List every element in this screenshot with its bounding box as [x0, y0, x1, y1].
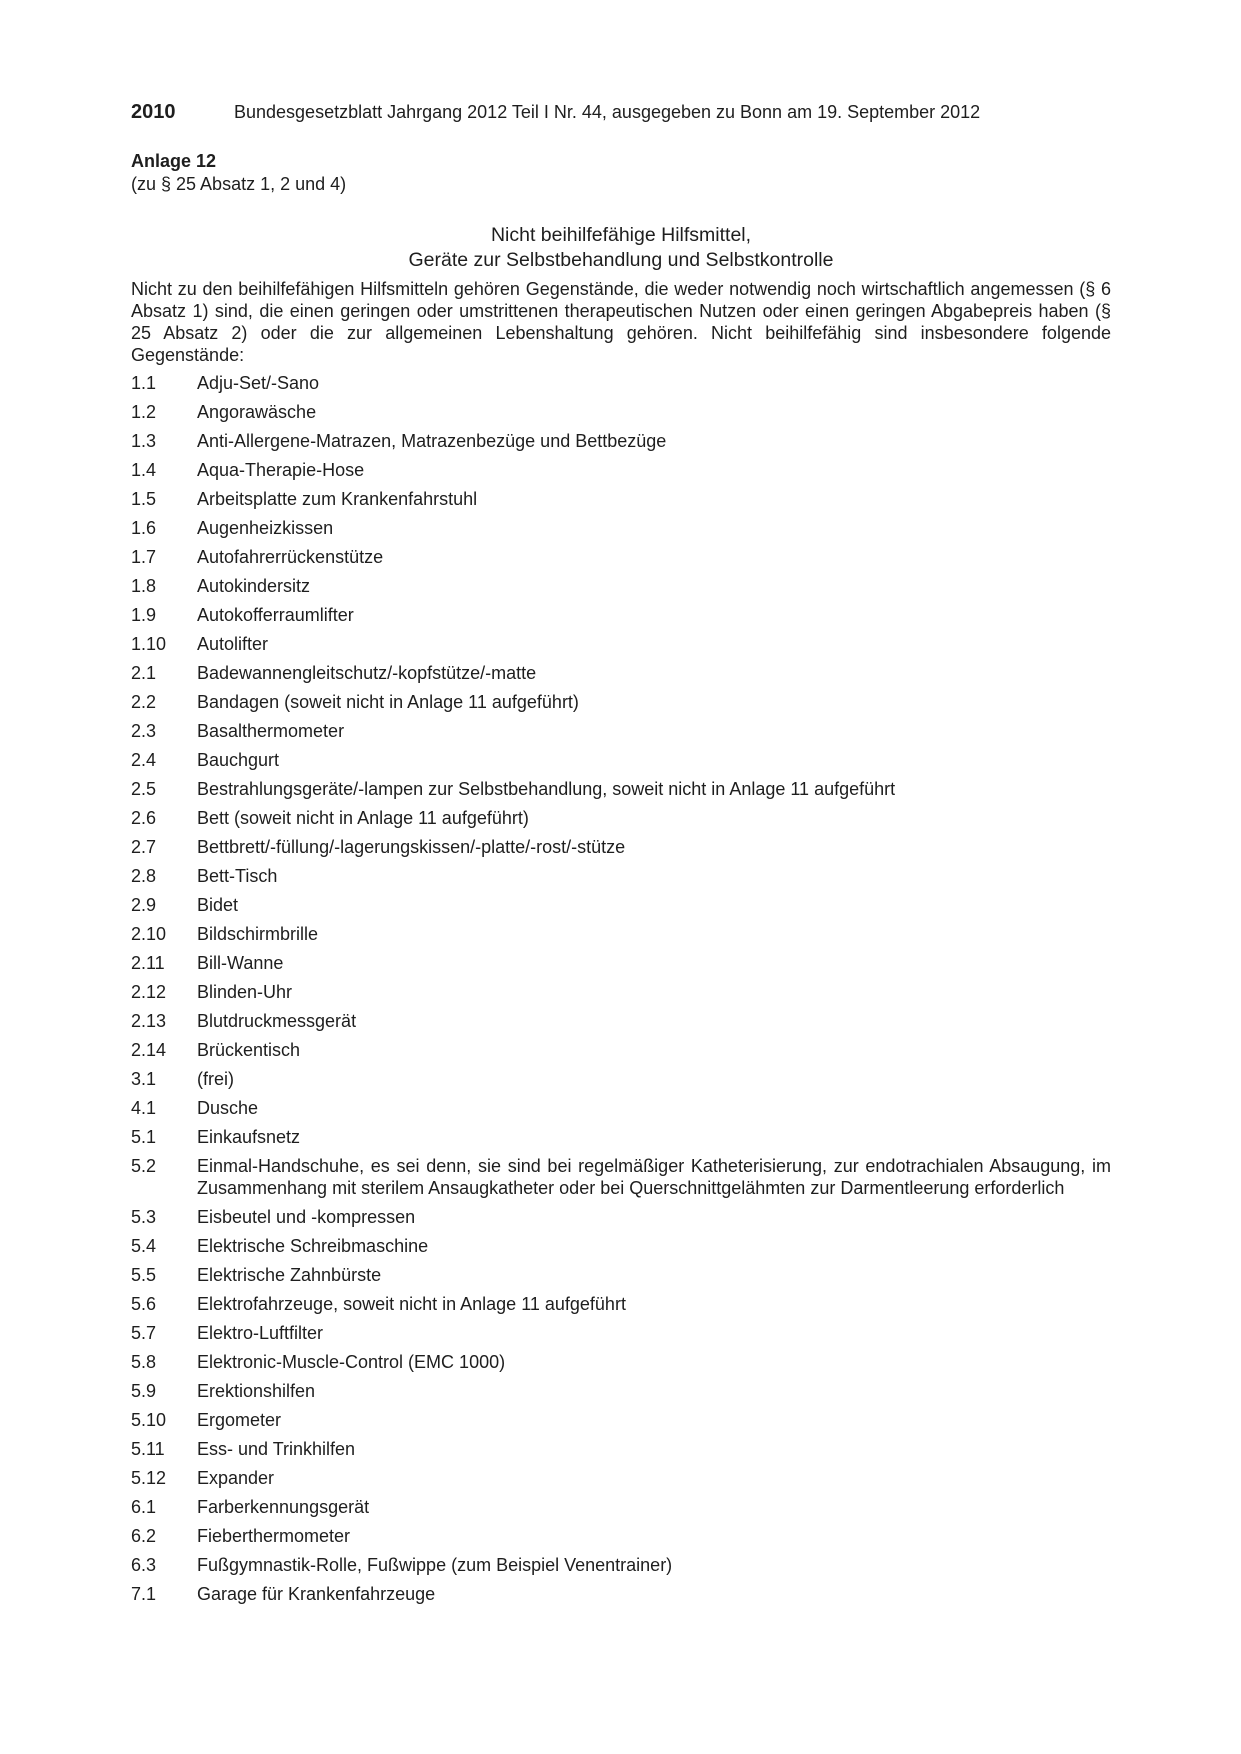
item-text: Farberkennungsgerät [197, 1497, 370, 1517]
item-text: Aqua-Therapie-Hose [197, 460, 365, 480]
item-number: 5.12 [131, 1468, 167, 1488]
list-item [131, 1206, 1111, 1228]
item-number: 6.1 [131, 1497, 157, 1517]
list-item [131, 1438, 1111, 1460]
item-number: 5.4 [131, 1236, 157, 1256]
list-item [131, 749, 1111, 771]
list-item [131, 981, 1111, 1003]
item-text: Bestrahlungsgeräte/-lampen zur Selbstbehandlung, soweit nicht in Anlage 11 aufgeführt [197, 779, 896, 799]
item-text: Elektronic-Muscle-Control (EMC 1000) [197, 1352, 506, 1372]
item-text: Elektrofahrzeuge, soweit nicht in Anlage 11 aufgeführt [197, 1294, 626, 1314]
item-text: Arbeitsplatte zum Krankenfahrstuhl [197, 489, 478, 509]
item-text: Brückentisch [197, 1040, 301, 1060]
item-text: Autolifter [197, 634, 269, 654]
item-number: 1.6 [131, 518, 157, 538]
item-number: 2.9 [131, 895, 157, 915]
list-item [131, 546, 1111, 568]
item-number: 2.7 [131, 837, 157, 857]
item-number: 5.6 [131, 1294, 157, 1314]
item-number: 5.7 [131, 1323, 157, 1343]
list-item [131, 1496, 1111, 1518]
item-text: Elektrische Schreibmaschine [197, 1236, 429, 1256]
list-item [131, 633, 1111, 655]
item-number: 5.5 [131, 1265, 157, 1285]
annex-title: Anlage 12 [131, 151, 217, 171]
item-number: 5.1 [131, 1127, 157, 1147]
list-item [131, 1583, 1111, 1605]
list-item [131, 459, 1111, 481]
item-number: 1.4 [131, 460, 157, 480]
item-text: Augenheizkissen [197, 518, 334, 538]
item-text: Anti-Allergene-Matrazen, Matrazenbezüge und Bettbezüge [197, 431, 667, 451]
heading-line-1: Nicht beihilfefähige Hilfsmittel, [490, 224, 752, 246]
item-text: Eisbeutel und -kompressen [197, 1207, 416, 1227]
list-item [131, 1010, 1111, 1032]
item-number: 2.11 [131, 953, 165, 973]
item-text: Adju-Set/-Sano [197, 373, 320, 393]
item-number: 2.4 [131, 750, 157, 770]
item-text: Autokindersitz [197, 576, 311, 596]
item-text: Erektionshilfen [197, 1381, 316, 1401]
item-number: 5.8 [131, 1352, 157, 1372]
item-text: Ess- und Trinkhilfen [197, 1439, 356, 1459]
item-number: 2.10 [131, 924, 167, 944]
item-number: 7.1 [131, 1584, 157, 1604]
item-number: 1.3 [131, 431, 157, 451]
list-item [131, 604, 1111, 626]
item-number: 2.14 [131, 1040, 167, 1060]
item-number: 1.1 [131, 373, 157, 393]
list-item [131, 952, 1111, 974]
item-text: Autofahrerrückenstütze [197, 547, 384, 567]
item-number: 1.7 [131, 547, 157, 567]
item-text: Elektrische Zahnbürste [197, 1265, 382, 1285]
item-text: Einkaufsnetz [197, 1127, 301, 1147]
item-number: 2.13 [131, 1011, 167, 1031]
item-number: 6.2 [131, 1526, 157, 1546]
list-item [131, 1126, 1111, 1148]
page-header [131, 99, 1111, 125]
item-number: 5.9 [131, 1381, 157, 1401]
heading-line-2: Geräte zur Selbstbehandlung und Selbstkontrolle [408, 249, 834, 271]
item-text: Expander [197, 1468, 275, 1488]
list-item [131, 488, 1111, 510]
item-text: Dusche [197, 1098, 259, 1118]
item-number: 2.1 [131, 663, 157, 683]
item-text: Garage für Krankenfahrzeuge [197, 1584, 436, 1604]
list-item [131, 1155, 1111, 1199]
list-item [131, 720, 1111, 742]
item-text: Fußgymnastik-Rolle, Fußwippe (zum Beispiel Venentrainer) [197, 1555, 673, 1575]
list-item [131, 372, 1111, 394]
item-text: Bidet [197, 895, 239, 915]
item-number: 4.1 [131, 1098, 157, 1118]
item-text: Basalthermometer [197, 721, 345, 741]
list-item [131, 575, 1111, 597]
item-text: Bandagen (soweit nicht in Anlage 11 aufgeführt) [197, 692, 579, 712]
list-item [131, 1351, 1111, 1373]
list-item [131, 1409, 1111, 1431]
item-number: 1.5 [131, 489, 157, 509]
list-item [131, 1068, 1111, 1090]
item-text: Fieberthermometer [197, 1526, 351, 1546]
item-text: Bildschirmbrille [197, 924, 319, 944]
list-item [131, 778, 1111, 800]
item-number: 2.12 [131, 982, 167, 1002]
item-number: 2.2 [131, 692, 157, 712]
list-item [131, 1293, 1111, 1315]
item-text: Bett-Tisch [197, 866, 278, 886]
item-number: 5.10 [131, 1410, 167, 1430]
item-text: Bill-Wanne [197, 953, 284, 973]
intro-paragraph: Nicht zu den beihilfefähigen Hilfsmitteln gehören Gegenstände, die weder notwendig noch wirtschaftlich angemessen (§ 6 Absatz 1) sind, die einen geringen oder umstrittenen therapeutischen Nutzen oder einen geringen Abgabepreis haben (§ 25 Absatz 2) oder die zur allgemeinen Lebenshaltung gehören. Nicht beihilfefähig sind insbesondere folgende Gegenstände: [131, 279, 1111, 365]
list-item [131, 807, 1111, 829]
item-text: Bettbrett/-füllung/-lagerungskissen/-platte/-rost/-stütze [197, 837, 626, 857]
item-number: 1.9 [131, 605, 157, 625]
list-item [131, 401, 1111, 423]
page-number: 2010 [131, 101, 176, 123]
item-text: Ergometer [197, 1410, 282, 1430]
item-text: Blutdruckmessgerät [197, 1011, 357, 1031]
list-item [131, 1380, 1111, 1402]
list-item [131, 1039, 1111, 1061]
item-text: Blinden-Uhr [197, 982, 293, 1002]
list-item [131, 662, 1111, 684]
item-text: Autokofferraumlifter [197, 605, 354, 625]
item-number: 2.6 [131, 808, 157, 828]
list-item [131, 923, 1111, 945]
item-text: Bauchgurt [197, 750, 280, 770]
item-number: 1.2 [131, 402, 157, 422]
list-item [131, 1235, 1111, 1257]
list-item [131, 1097, 1111, 1119]
item-number: 3.1 [131, 1069, 157, 1089]
item-text: Badewannengleitschutz/-kopfstütze/-matte [197, 663, 537, 683]
publication-line: Bundesgesetzblatt Jahrgang 2012 Teil I Nr. 44, ausgegeben zu Bonn am 19. September 2012 [234, 102, 981, 122]
document-heading [131, 223, 1111, 273]
list-item [131, 1554, 1111, 1576]
list-item [131, 1525, 1111, 1547]
item-number: 2.8 [131, 866, 157, 886]
item-number: 5.3 [131, 1207, 157, 1227]
item-number: 1.8 [131, 576, 157, 596]
list-item [131, 517, 1111, 539]
item-text: Elektro-Luftfilter [197, 1323, 324, 1343]
item-text: Bett (soweit nicht in Anlage 11 aufgeführt) [197, 808, 529, 828]
list-item [131, 865, 1111, 887]
item-text: Angorawäsche [197, 402, 317, 422]
item-number: 1.10 [131, 634, 167, 654]
item-text: Einmal-Handschuhe, es sei denn, sie sind bei regelmäßiger Katheterisierung, zur endotrachialen Absaugung, im Zusammenhang mit sterilem Ansaugkatheter oder bei Querschnittgelähmten zur Darmentleerung erforderlich [197, 1156, 1111, 1198]
list-item [131, 1467, 1111, 1489]
item-number: 6.3 [131, 1555, 157, 1575]
item-number: 2.5 [131, 779, 157, 799]
list-item [131, 836, 1111, 858]
annex-block [131, 150, 346, 195]
list-item [131, 430, 1111, 452]
item-number: 5.11 [131, 1439, 165, 1459]
item-number: 5.2 [131, 1156, 157, 1176]
list-item [131, 1264, 1111, 1286]
list-item [131, 691, 1111, 713]
item-list [131, 372, 1111, 1612]
annex-reference: (zu § 25 Absatz 1, 2 und 4) [131, 174, 347, 194]
item-number: 2.3 [131, 721, 157, 741]
list-item [131, 894, 1111, 916]
list-item [131, 1322, 1111, 1344]
item-text: (frei) [197, 1069, 234, 1089]
